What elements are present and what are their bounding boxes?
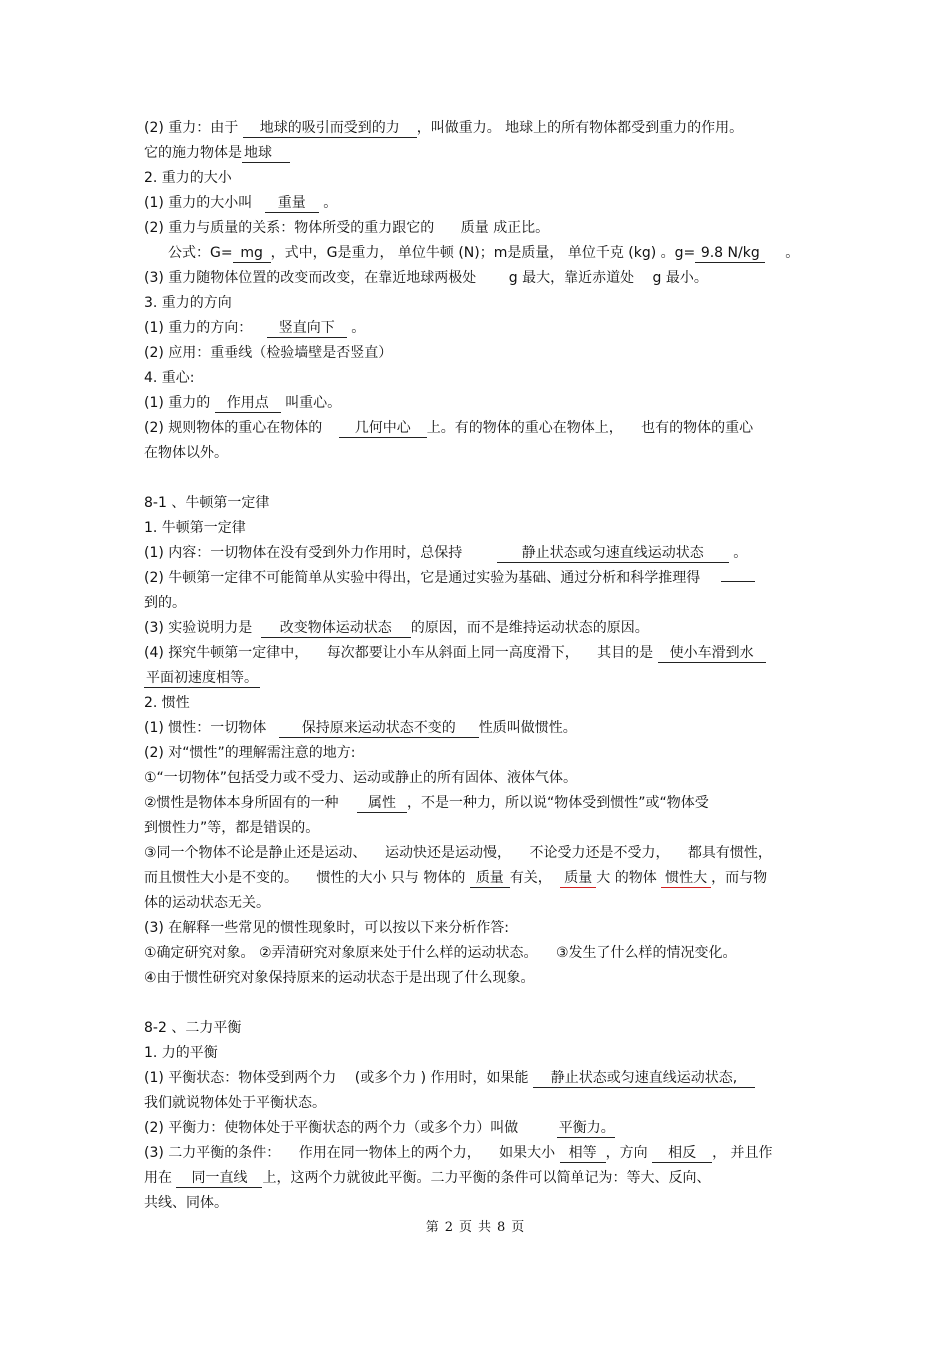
section-heading: 3. 重力的方向	[144, 295, 232, 311]
section-heading: 1. 牛顿第一定律	[144, 520, 246, 536]
text: 它的施力物体是	[144, 145, 242, 161]
gravity-size-1	[144, 191, 814, 216]
section-heading: 2. 惯性	[144, 695, 190, 711]
answer-blank: 改变物体运动状态	[261, 619, 411, 638]
footer-text: 页	[511, 1220, 525, 1235]
section-heading: 2. 重力的大小	[144, 170, 232, 186]
center-of-gravity-2	[144, 416, 814, 441]
page-footer	[0, 1216, 950, 1235]
text: 。	[323, 195, 338, 211]
gravity-direction-1	[144, 316, 814, 341]
inertia-2c-cont	[144, 866, 814, 891]
inertia-3: (3) 在解释一些常见的惯性现象时，可以按以下来分析作答:	[144, 920, 509, 936]
text: (2) 重力与质量的关系：物体所受的重力跟它的	[144, 220, 435, 236]
answer-blank: 同一直线	[176, 1169, 262, 1188]
footer-text: 第	[425, 1220, 439, 1235]
text: 叫重心。	[285, 395, 342, 411]
answer-blank: 使小车滑到水	[658, 644, 766, 663]
text: 用在	[144, 1170, 172, 1186]
newton-4-cont	[144, 666, 814, 691]
text: 成正比。	[493, 220, 550, 236]
newton-2-cont: 到的。	[144, 595, 186, 611]
text: 。	[351, 320, 366, 336]
text: 上，这两个力就彼此平衡。二力平衡的条件可以简单记为：等大、反向、	[262, 1170, 711, 1186]
gravity-size-3: (3) 重力随物体位置的改变而改变，在靠近地球两极处 g 最大，靠近赤道处 g 最小。	[144, 270, 708, 286]
newton-2	[144, 566, 814, 591]
text: 有关，	[509, 870, 552, 886]
text: (1) 重力的大小叫	[144, 195, 253, 211]
section-title: 8-2 、二力平衡	[144, 1020, 242, 1036]
answer-blank: 几何中心	[339, 419, 427, 438]
text: 而且惯性大小是不变的。 惯性的大小 只与 物体的	[144, 870, 466, 886]
answer-blank: 地球	[242, 144, 290, 163]
text: 大 的物体	[596, 870, 657, 886]
answer-blank: 作用点	[215, 394, 281, 413]
inertia-2c: ③同一个物体不论是静止还是运动、 运动快还是运动慢， 不论受力还是不受力， 都具有惯性，	[144, 845, 772, 861]
newton-1	[144, 541, 814, 566]
text: ，式中，G是重力， 单位牛顿 (N)；m是质量， 单位千克 (kg) 。g=	[270, 245, 696, 261]
answer-blank: 惯性大	[661, 869, 711, 888]
gravity-size-2	[144, 216, 814, 241]
page-number: 2	[444, 1220, 453, 1235]
answer-blank: mg	[233, 244, 271, 263]
footer-text: 共	[478, 1220, 492, 1235]
answer-blank: 平衡力。	[558, 1120, 615, 1136]
answer-blank: 9.8 N/kg	[695, 244, 765, 263]
balance-2	[144, 1116, 814, 1141]
balance-3-end: 共线、同体。	[144, 1195, 228, 1211]
center-of-gravity-2-cont: 在物体以外。	[144, 445, 228, 461]
answer-blank: 相反	[652, 1144, 712, 1163]
inertia-1	[144, 716, 814, 741]
balance-1-cont: 我们就说物体处于平衡状态。	[144, 1095, 326, 1111]
answer-blank: 相等	[560, 1144, 606, 1163]
footer-text: 页	[458, 1220, 472, 1235]
text: (2) 牛顿第一定律不可能简单从实验中得出，它是通过实验为基础、通过分析和科学推理得	[144, 570, 701, 586]
answer-blank	[721, 581, 755, 582]
gravity-formula	[144, 241, 814, 266]
total-pages: 8	[497, 1220, 506, 1235]
gravity-definition	[144, 116, 814, 141]
text: (1) 重力的	[144, 395, 211, 411]
text: 。	[785, 245, 800, 261]
balance-3-cont	[144, 1166, 814, 1191]
answer-blank: 平面初速度相等。	[146, 670, 258, 686]
inertia-2a: ①“一切物体”包括受力或不受力、运动或静止的所有固体、液体气体。	[144, 770, 578, 786]
inertia-2b	[144, 791, 814, 816]
inertia-2b-cont: 到惯性力”等，都是错误的。	[144, 820, 320, 836]
text: ， 并且作	[712, 1145, 773, 1161]
section-heading: 1. 力的平衡	[144, 1045, 218, 1061]
gravity-source	[144, 141, 814, 166]
page-content	[144, 116, 814, 1216]
text: 性质叫做惯性。	[478, 720, 577, 736]
newton-3	[144, 616, 814, 641]
answer-blank: 竖直向下	[267, 319, 347, 338]
text: (1) 平衡状态：物体受到两个力 (或多个力 ) 作用时，如果能	[144, 1070, 529, 1086]
text: (2) 平衡力：使物体处于平衡状态的两个力（或多个力）叫做	[144, 1120, 519, 1136]
gravity-direction-2: (2) 应用：重垂线（检验墙壁是否竖直）	[144, 345, 393, 361]
inertia-3b: ④由于惯性研究对象保持原来的运动状态于是出现了什么现象。	[144, 970, 535, 986]
answer-blank: 属性	[357, 794, 407, 813]
text: (3) 实验说明力是	[144, 620, 253, 636]
text: ，而与物	[711, 870, 768, 886]
answer-blank: 静止状态或匀速直线运动状态	[497, 544, 729, 563]
text: (1) 内容：一切物体在没有受到外力作用时，总保持	[144, 545, 463, 561]
answer-blank: 重量	[265, 194, 319, 213]
text: 的原因，而不是维持运动状态的原因。	[410, 620, 649, 636]
text: ②惯性是物体本身所固有的一种	[144, 795, 339, 811]
inertia-2c-end: 体的运动状态无关。	[144, 895, 270, 911]
answer-blank: 地球的吸引而受到的力	[243, 119, 417, 138]
text: 上。有的物体的重心在物体上， 也有的物体的重心	[426, 420, 754, 436]
text: 公式：G=	[168, 245, 233, 261]
answer-blank: 质量	[560, 869, 596, 888]
section-title: 8-1 、牛顿第一定律	[144, 495, 270, 511]
inertia-2: (2) 对“惯性”的理解需注意的地方:	[144, 745, 356, 761]
text: (3) 二力平衡的条件： 作用在同一物体上的两个力， 如果大小	[144, 1145, 556, 1161]
text: (1) 重力的方向：	[144, 320, 253, 336]
section-heading: 4. 重心:	[144, 370, 195, 386]
balance-1	[144, 1066, 814, 1091]
text: (4) 探究牛顿第一定律中， 每次都要让小车从斜面上同一高度滑下， 其目的是	[144, 645, 654, 661]
text: ，叫做重力。 地球上的所有物体都受到重力的作用。	[416, 120, 744, 136]
text: 。	[733, 545, 748, 561]
text: (2) 重力：由于	[144, 120, 239, 136]
center-of-gravity-1	[144, 391, 814, 416]
answer-blank: 质量	[470, 869, 510, 888]
answer-blank: 静止状态或匀速直线运动状态,	[533, 1069, 755, 1088]
newton-4	[144, 641, 814, 666]
inertia-3a: ①确定研究对象。 ②弄清研究对象原来处于什么样的运动状态。 ③发生了什么样的情况变化。	[144, 945, 737, 961]
text: ，方向	[605, 1145, 648, 1161]
text: (2) 规则物体的重心在物体的	[144, 420, 323, 436]
answer-blank: 质量	[460, 220, 489, 236]
balance-3	[144, 1141, 814, 1166]
answer-blank: 保持原来运动状态不变的	[279, 719, 479, 738]
text: (1) 惯性：一切物体	[144, 720, 267, 736]
text: ，不是一种力，所以说“物体受到惯性”或“物体受	[407, 795, 709, 811]
